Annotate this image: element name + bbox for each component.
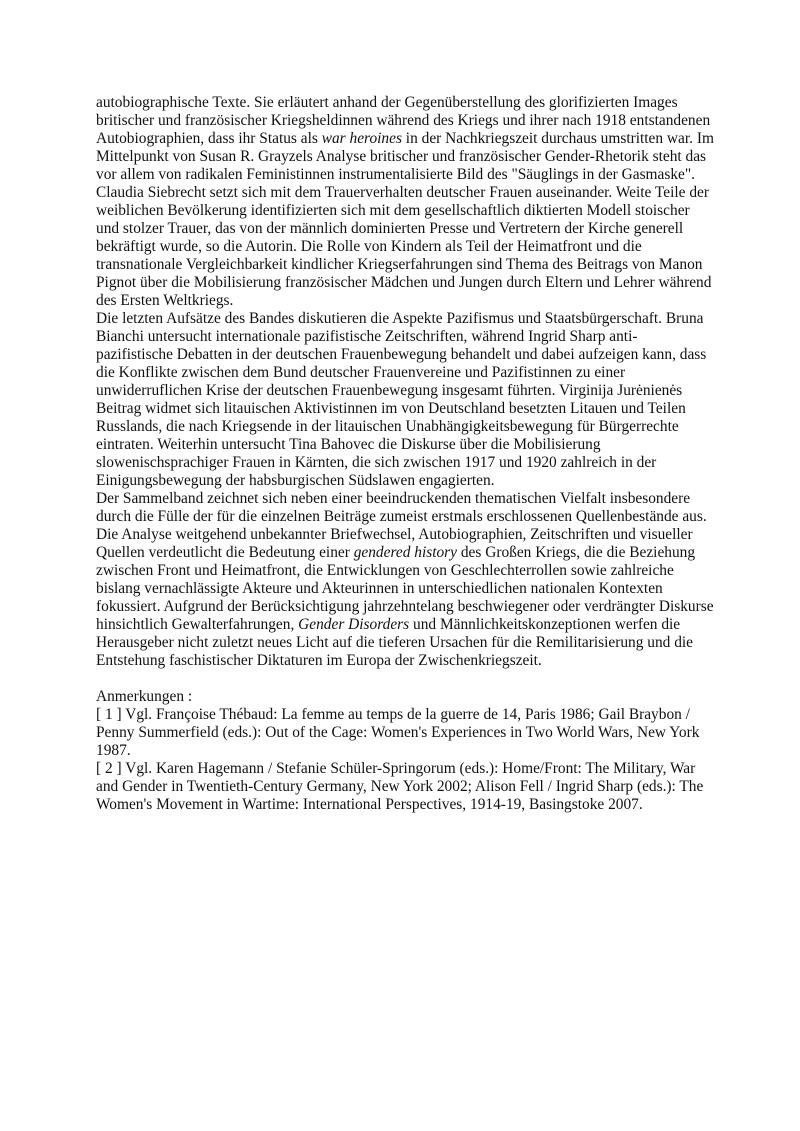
body-paragraph-2: Die letzten Aufsätze des Bandes diskutieren die Aspekte Pazifismus und Staatsbürgerschaft. Bruna Bianchi untersucht internationale pazifistische Zeitschriften, während Ingrid Sharp anti-pazifistische Debatten in der deutschen Frauenbewegung behandelt und dabei aufzeigen kann, dass die Konflikte zwischen dem Bund deutscher Frauenvereine und Pazifistinnen zu einer unwiderruflichen Krise der deutschen Frauenbewegung insgesamt führten. Virginija Jurėnienės Beitrag widmet sich litauischen Aktivistinnen im von Deutschland besetzten Litauen und Teilen Russlands, die nach Kriegsende in der litauischen Unabhängigkeitsbewegung für Bürgerrechte eintraten. Weiterhin untersucht Tina Bahovec die Diskurse über die Mobilisierung slowenischsprachiger Frauen in Kärnten, die sich zwischen 1917 und 1920 zahlreich in der Einigungsbewegung der habsburgischen Südslawen engagierten. (96, 310, 707, 489)
paragraph-1-italic-term: war heroines (321, 130, 402, 147)
notes-heading: Anmerkungen : (96, 688, 193, 705)
body-paragraph-3 (96, 490, 714, 670)
paragraph-1-text-a: autobiographische Texte. Sie erläutert anhand der Gegenüberstellung des glorifizierten Images britischer und französischer Kriegsheldinnen während des Kriegs und ihrer nach 1918 entstandenen Autobiographien, dass ihr Status als (96, 94, 711, 147)
paragraph-3-text-a: Der Sammelband zeichnet sich neben einer beeindruckenden thematischen Vielfalt insbesondere durch die Fülle der für die einzelnen Beiträge zumeist erstmals erschlossenen Quellenbestände aus. Die Analyse weitgehend unbekannter Briefwechsel, Autobiographien, Zeitschriften und visueller Quellen verdeutlicht die Bedeutung einer (96, 490, 707, 561)
footnote-2: [ 2 ] Vgl. Karen Hagemann / Stefanie Schüler-Springorum (eds.): Home/Front: The Military, War and Gender in Twentieth-Century Germany, New York 2002; Alison Fell / Ingrid Sharp (eds.): The Women's Movement in Wartime: International Perspectives, 1914-19, Basingstoke 2007. (96, 760, 704, 813)
document-page (96, 94, 714, 814)
paragraph-3-italic-term-2: Gender Disorders (298, 616, 410, 633)
paragraph-3-text-b: des Großen Kriegs, die die Beziehung zwischen Front und Heimatfront, die Entwicklungen von Geschlechterrollen sowie zahlreiche bislang vernachlässigte Akteure und Akteurinnen in unterschiedlichen nationalen Kontexten fokussiert. Aufgrund der Berücksichtigung jahrzehntelang beschwiegener oder verdrängter Diskurse hinsichtlich Gewalterfahrungen, (96, 544, 714, 633)
body-paragraph-1 (96, 94, 714, 310)
footnote-1: [ 1 ] Vgl. Françoise Thébaud: La femme au temps de la guerre de 14, Paris 1986; Gail Braybon / Penny Summerfield (eds.): Out of the Cage: Women's Experiences in Two World Wars, New York 1987. (96, 706, 700, 759)
paragraph-spacer (96, 670, 714, 688)
paragraph-1-text-b: in der Nachkriegszeit durchaus umstritten war. Im Mittelpunkt von Susan R. Grayzels Analyse britischer und französischer Gender-Rhetorik steht das vor allem von radikalen Feministinnen instrumentalisierte Bild des "Säuglings in der Gasmaske". Claudia Siebrecht setzt sich mit dem Trauerverhalten deutscher Frauen auseinander. Weite Teile der weiblichen Bevölkerung identifizierten sich mit dem gesellschaftlich diktierten Modell stoischer und stolzer Trauer, das von der männlich dominierten Presse und Vertretern der Kirche generell bekräftigt wurde, so die Autorin. Die Rolle von Kindern als Teil der Heimatfront und die transnationale Vergleichbarkeit kindlicher Kriegserfahrungen sind Thema des Beitrags von Manon Pignot über die Mobilisierung französischer Mädchen und Jungen durch Eltern und Lehrer während des Ersten Weltkriegs. (96, 130, 714, 309)
paragraph-3-text-c: und Männlichkeitskonzeptionen werfen die Herausgeber nicht zuletzt neues Licht auf die tieferen Ursachen für die Remilitarisierung und die Entstehung faschistischer Diktaturen im Europa der Zwischenkriegszeit. (96, 616, 694, 669)
paragraph-3-italic-term-1: gendered history (353, 544, 457, 561)
